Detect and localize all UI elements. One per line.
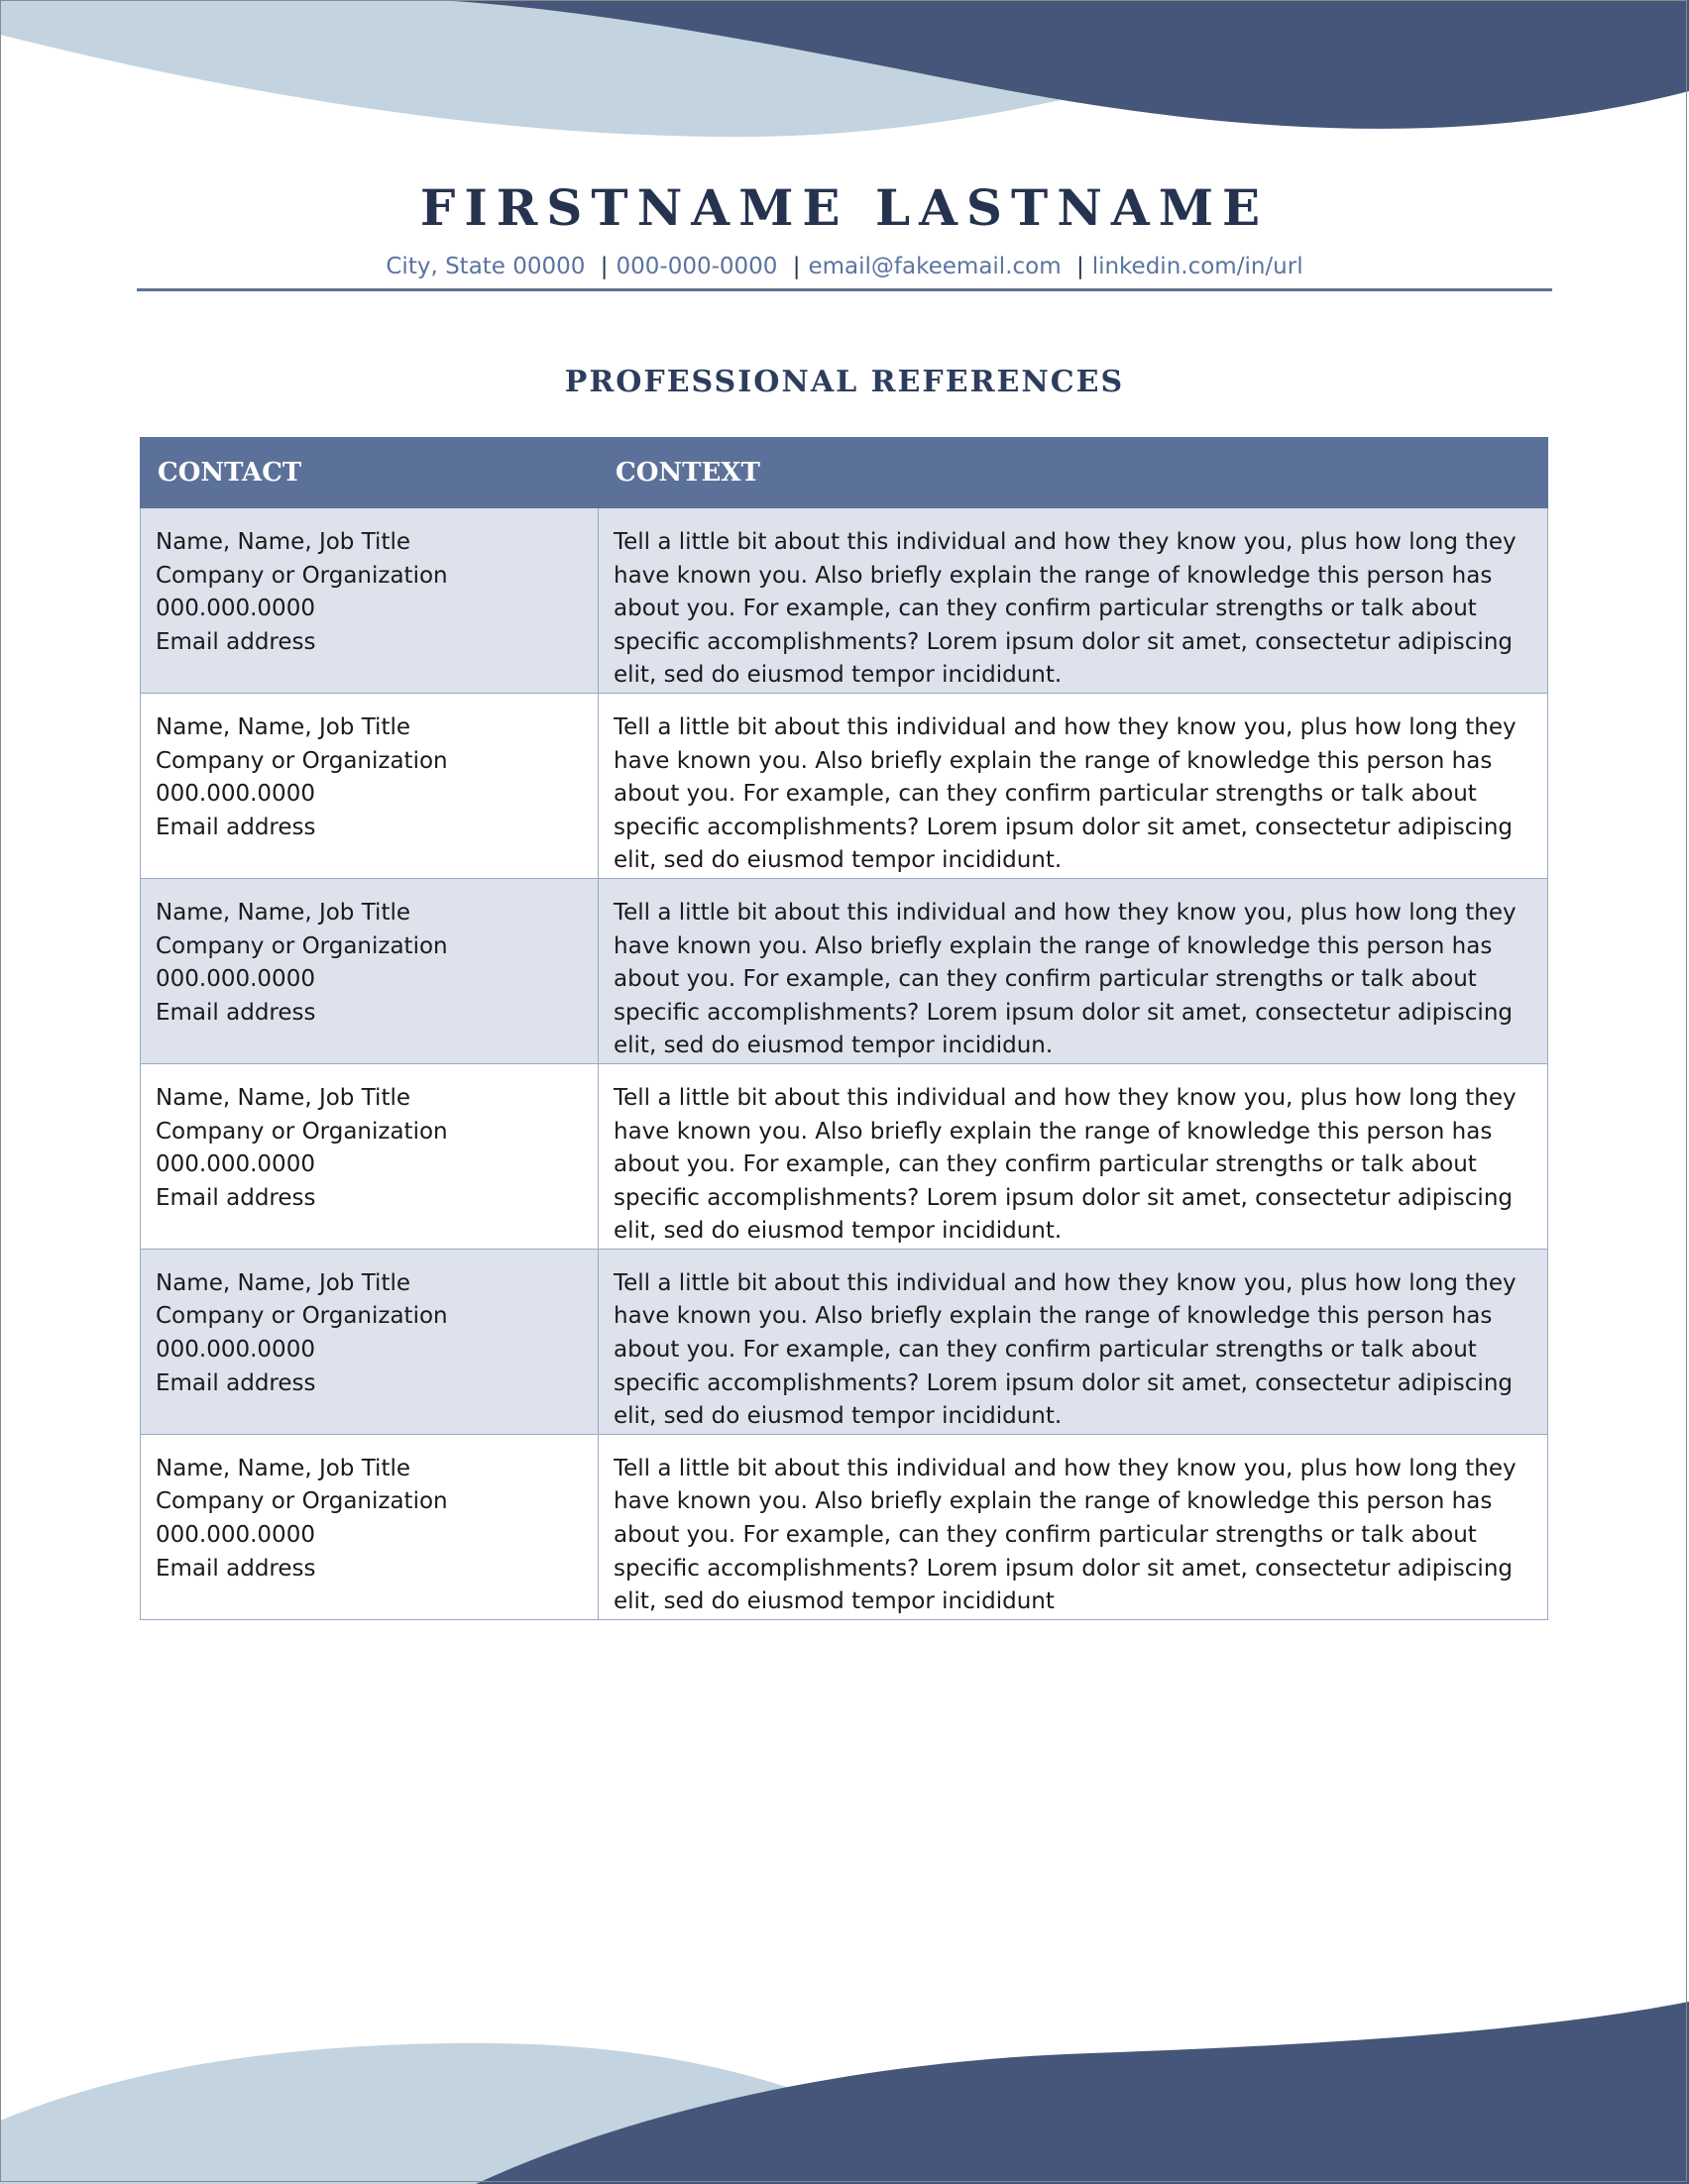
linkedin-url: linkedin.com/in/url: [1091, 254, 1303, 279]
reference-company: Company or Organization: [156, 1118, 448, 1145]
reference-email: Email address: [156, 1369, 316, 1396]
bottom-wave-decoration: [0, 2002, 1689, 2184]
reference-email: Email address: [156, 999, 316, 1026]
reference-phone: 000.000.0000: [156, 966, 315, 993]
full-name: FIRSTNAME LASTNAME: [419, 178, 1270, 237]
references-table: [140, 437, 1548, 1620]
reference-company: Company or Organization: [156, 562, 448, 589]
contact-cell: [141, 693, 599, 878]
reference-name: Name, Name, Job Title: [156, 1455, 411, 1481]
reference-name: Name, Name, Job Title: [156, 1084, 411, 1111]
reference-name: Name, Name, Job Title: [156, 529, 411, 555]
section-title: PROFESSIONAL REFERENCES: [564, 365, 1125, 399]
column-header-context: CONTEXT: [599, 438, 1548, 508]
reference-phone: 000.000.0000: [156, 596, 315, 622]
table-row: [141, 1249, 1548, 1434]
email: email@fakeemail.com: [808, 254, 1062, 279]
reference-phone: 000.000.0000: [156, 1337, 315, 1364]
contact-cell: [141, 878, 599, 1063]
table-row: [141, 1434, 1548, 1619]
reference-phone: 000.000.0000: [156, 1522, 315, 1549]
reference-name: Name, Name, Job Title: [156, 1269, 411, 1296]
contact-cell: [141, 1434, 599, 1619]
contact-info: [137, 252, 1552, 281]
table-row: [141, 693, 1548, 878]
reference-company: Company or Organization: [156, 1488, 448, 1515]
column-header-contact: CONTACT: [141, 438, 599, 508]
reference-email: Email address: [156, 814, 316, 840]
reference-company: Company or Organization: [156, 932, 448, 959]
reference-email: Email address: [156, 628, 316, 655]
header-divider: [137, 288, 1552, 291]
separator: |: [1075, 254, 1084, 279]
reference-phone: 000.000.0000: [156, 1151, 315, 1178]
separator: |: [792, 254, 801, 279]
reference-phone: 000.000.0000: [156, 781, 315, 808]
reference-company: Company or Organization: [156, 1303, 448, 1330]
contact-cell: [141, 1063, 599, 1249]
separator: |: [600, 254, 609, 279]
context-cell: Tell a little bit about this individual and how they know you, plus how long they have known you. Also briefly explain the range of knowledge this person has about you. For example, can they confirm particular strengths or talk about specific accomplishments? Lorem ipsum dolor sit amet, consectetur adipiscing elit, sed do eiusmod tempor incididunt.: [599, 693, 1548, 878]
table-header-row: [141, 438, 1548, 508]
context-cell: Tell a little bit about this individual and how they know you, plus how long they have known you. Also briefly explain the range of knowledge this person has about you. For example, can they confirm particular strengths or talk about specific accomplishments? Lorem ipsum dolor sit amet, consectetur adipiscing elit, sed do eiusmod tempor incididun.: [599, 878, 1548, 1063]
top-wave-decoration: [0, 0, 1689, 144]
reference-company: Company or Organization: [156, 747, 448, 774]
context-cell: Tell a little bit about this individual and how they know you, plus how long they have known you. Also briefly explain the range of knowledge this person has about you. For example, can they confirm particular strengths or talk about specific accomplishments? Lorem ipsum dolor sit amet, consectetur adipiscing elit, sed do eiusmod tempor incididunt: [599, 1434, 1548, 1619]
contact-cell: [141, 1249, 599, 1434]
reference-email: Email address: [156, 1184, 316, 1211]
resume-header: [137, 168, 1552, 281]
table-row: [141, 878, 1548, 1063]
reference-email: Email address: [156, 1555, 316, 1582]
context-cell: Tell a little bit about this individual and how they know you, plus how long they have known you. Also briefly explain the range of knowledge this person has about you. For example, can they confirm particular strengths or talk about specific accomplishments? Lorem ipsum dolor sit amet, consectetur adipiscing elit, sed do eiusmod tempor incididunt.: [599, 1249, 1548, 1434]
contact-cell: [141, 508, 599, 694]
reference-name: Name, Name, Job Title: [156, 899, 411, 926]
table-row: [141, 1063, 1548, 1249]
table-row: [141, 508, 1548, 694]
context-cell: Tell a little bit about this individual and how they know you, plus how long they have known you. Also briefly explain the range of knowledge this person has about you. For example, can they confirm particular strengths or talk about specific accomplishments? Lorem ipsum dolor sit amet, consectetur adipiscing elit, sed do eiusmod tempor incididunt.: [599, 508, 1548, 694]
phone: 000-000-0000: [616, 254, 778, 279]
reference-name: Name, Name, Job Title: [156, 713, 411, 740]
location: City, State 00000: [386, 254, 586, 279]
context-cell: Tell a little bit about this individual and how they know you, plus how long they have known you. Also briefly explain the range of knowledge this person has about you. For example, can they confirm particular strengths or talk about specific accomplishments? Lorem ipsum dolor sit amet, consectetur adipiscing elit, sed do eiusmod tempor incididunt.: [599, 1063, 1548, 1249]
